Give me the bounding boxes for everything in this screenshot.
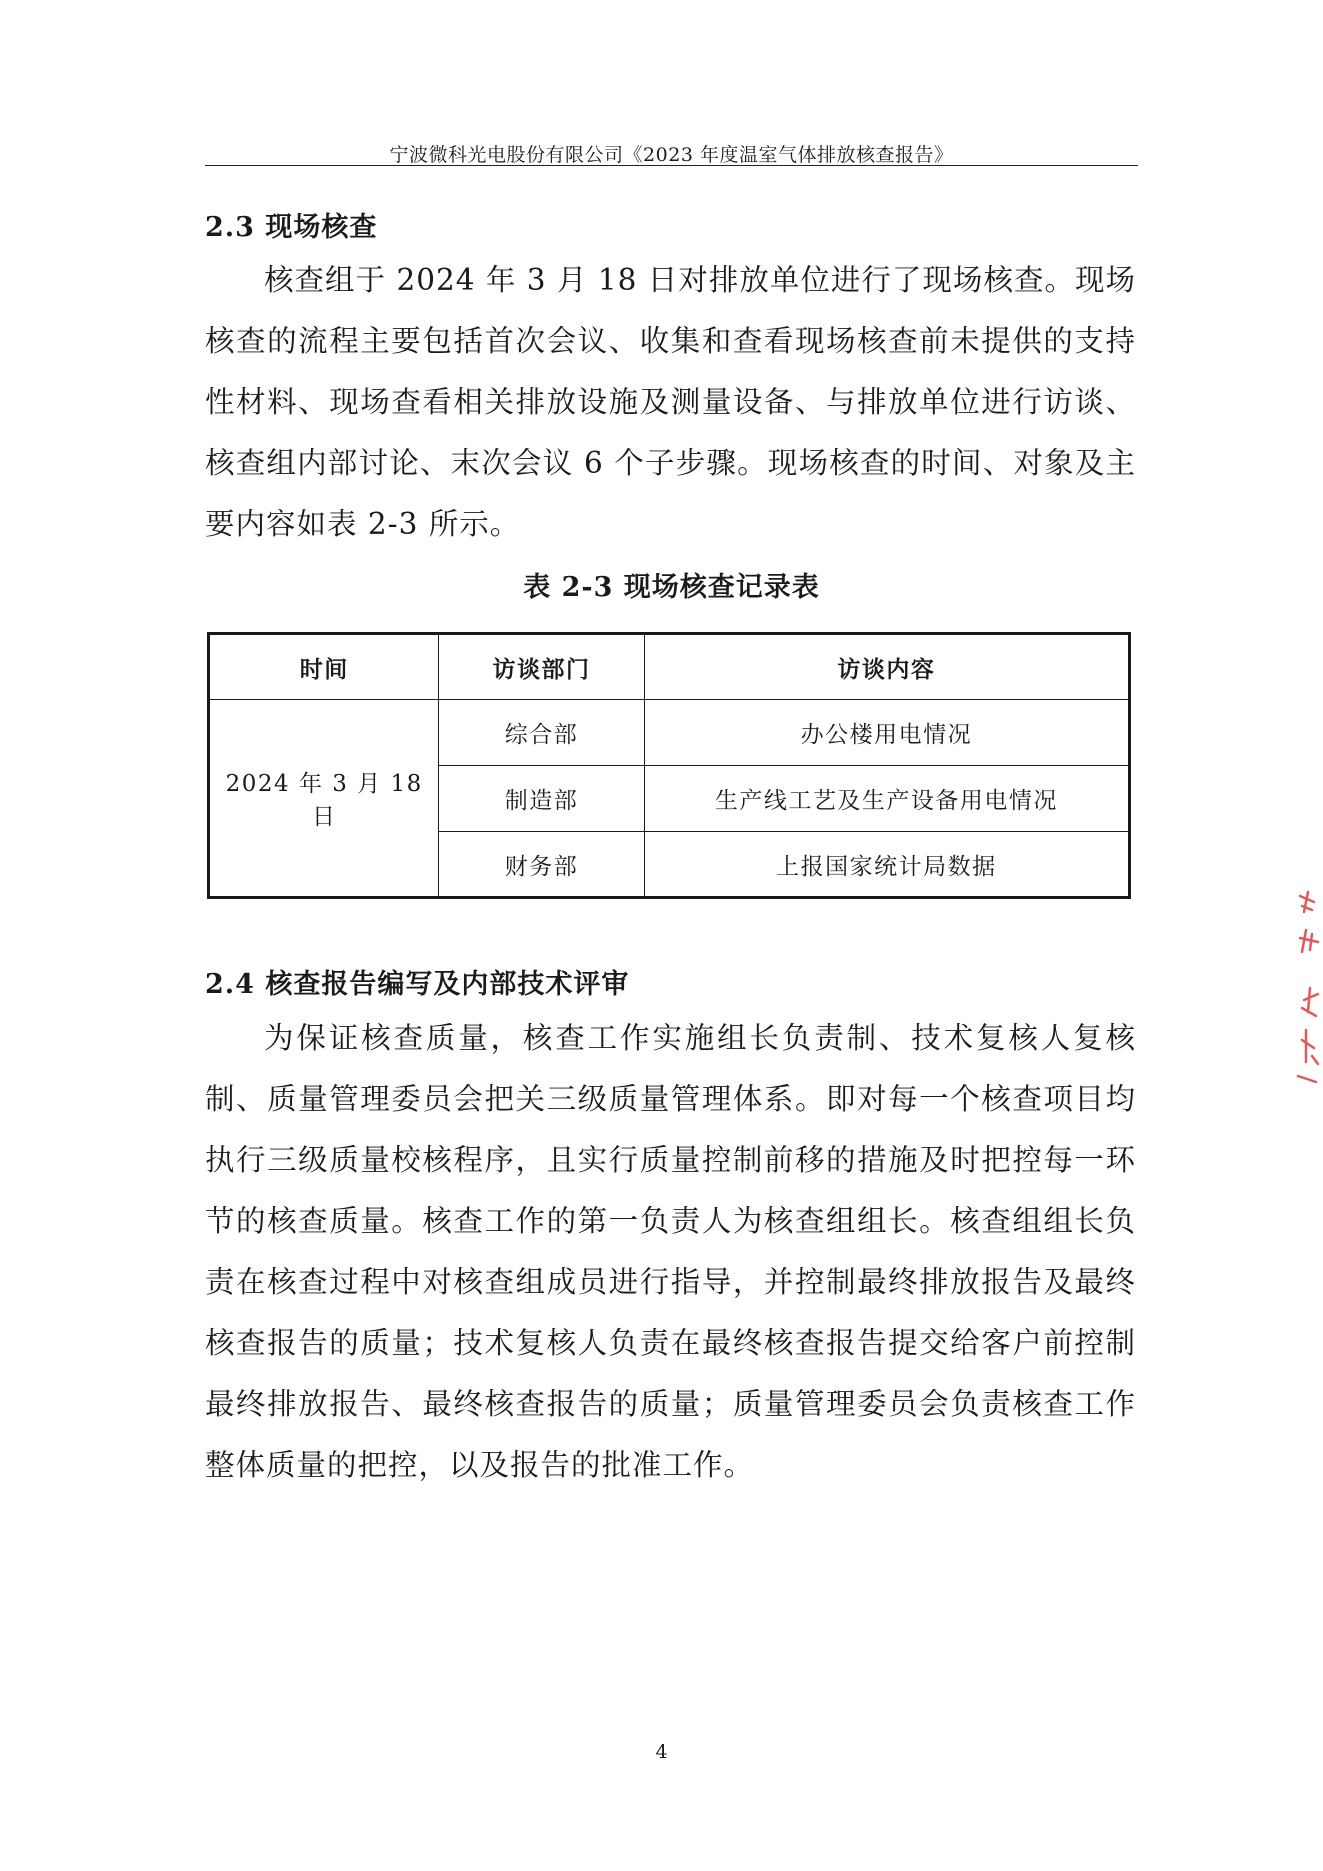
column-header-content: 访谈内容: [644, 634, 1129, 700]
cell-date: 2024 年 3 月 18 日: [209, 700, 439, 898]
running-header: 宁波微科光电股份有限公司《2023 年度温室气体排放核查报告》: [389, 144, 954, 166]
header-divider: [205, 165, 1138, 166]
cell-content: 上报国家统计局数据: [644, 832, 1129, 898]
page-number: 4: [655, 1741, 668, 1763]
column-header-time: 时间: [209, 634, 439, 700]
cell-department: 综合部: [439, 700, 644, 766]
column-header-department: 访谈部门: [439, 634, 644, 700]
cell-department: 财务部: [439, 832, 644, 898]
cell-department: 制造部: [439, 766, 644, 832]
section-2-3-paragraph: 核查组于 2024 年 3 月 18 日对排放单位进行了现场核查。现场核查的流程主要包括首次会议、收集和查看现场核查前未提供的支持性材料、现场查看相关排放设施及测量设备、与排放单位进行访谈、核查组内部讨论、末次会议 6 个子步骤。现场核查的时间、对象及主要内容如表 2-3 所示。: [205, 263, 1136, 541]
seal-stamp-fragment: [1288, 890, 1323, 1090]
section-2-4-paragraph: 为保证核查质量，核查工作实施组长负责制、技术复核人复核制、质量管理委员会把关三级质量管理体系。即对每一个核查项目均执行三级质量校核程序，且实行质量控制前移的措施及时把控每一环节的核查质量。核查工作的第一负责人为核查组组长。核查组组长负责在核查过程中对核查组成员进行指导，并控制最终排放报告及最终核查报告的质量；技术复核人负责在最终核查报告提交给客户前控制最终排放报告、最终核查报告的质量；质量管理委员会负责核查工作整体质量的把控，以及报告的批准工作。: [205, 1021, 1136, 1482]
table-caption: 表 2-3 现场核查记录表: [523, 572, 820, 603]
cell-content: 办公楼用电情况: [644, 700, 1129, 766]
cell-content: 生产线工艺及生产设备用电情况: [644, 766, 1129, 832]
table-header-row: [209, 634, 1130, 700]
site-verification-table: [207, 632, 1131, 899]
section-heading-2-3: 2.3 现场核查: [205, 212, 378, 243]
table-row: [209, 700, 1130, 766]
section-heading-2-4: 2.4 核查报告编写及内部技术评审: [205, 969, 630, 1000]
